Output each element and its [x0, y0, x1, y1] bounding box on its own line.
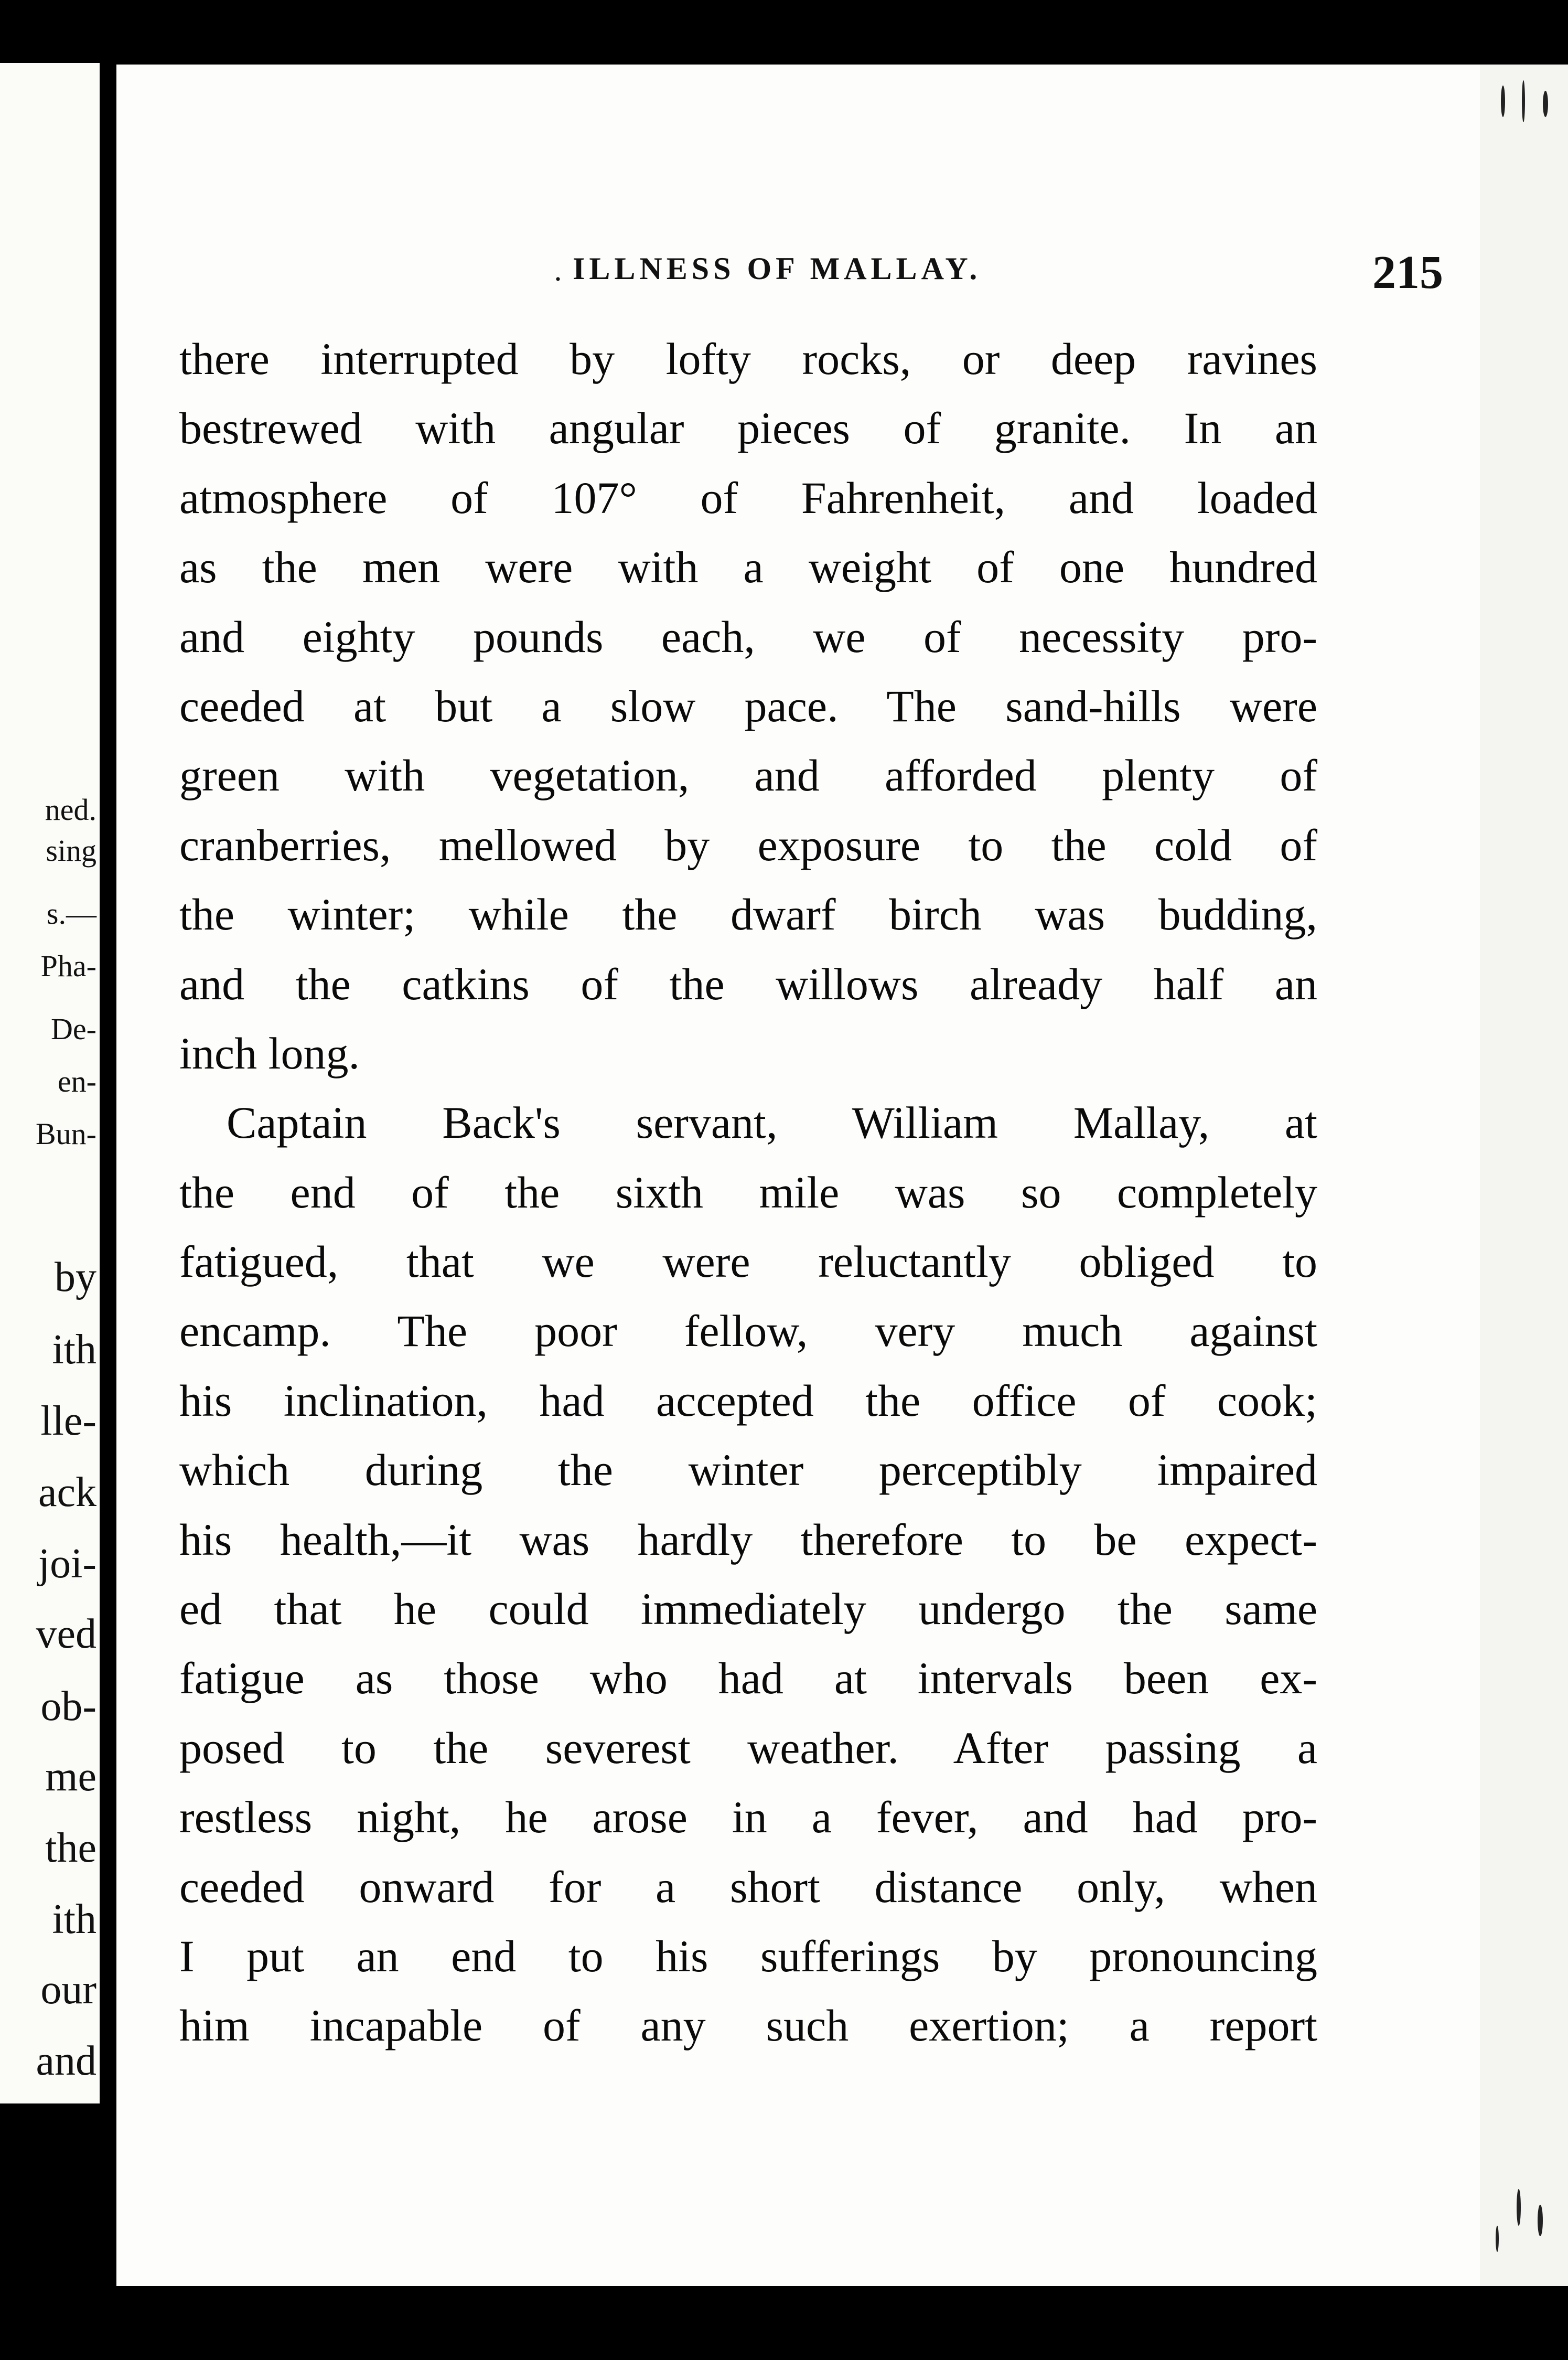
facing-page-fragment: the — [45, 1825, 96, 1871]
text-line: bestrewed with angular pieces of granite. In an — [179, 403, 1317, 454]
text-line: as the men were with a weight of one hundred — [179, 542, 1317, 593]
facing-page-fragment: me — [45, 1754, 96, 1800]
scan-speckle — [1543, 91, 1548, 117]
text-line: his health,—it was hardly therefore to be expect- — [179, 1514, 1317, 1565]
text-line: I put an end to his sufferings by pronouncing — [179, 1930, 1317, 1981]
text-line: Captain Back's servant, William Mallay, at — [227, 1097, 1317, 1148]
text-line: which during the winter perceptibly impaired — [179, 1445, 1317, 1496]
facing-page-fragment: Pha- — [40, 949, 96, 983]
page-edge-strip — [1480, 65, 1568, 2286]
text-line: the winter; while the dwarf birch was budding, — [179, 889, 1317, 940]
running-head-title: ILLNESS OF MALLAY. — [573, 251, 982, 286]
text-line: green with vegetation, and afforded plenty of — [179, 750, 1317, 801]
text-line: fatigue as those who had at intervals been ex- — [179, 1653, 1317, 1704]
running-head-dot: · — [553, 262, 563, 296]
text-line: fatigued, that we were reluctantly obliged to — [179, 1236, 1317, 1287]
scan-speckle — [1496, 2226, 1499, 2252]
facing-page-fragment: lle- — [40, 1398, 96, 1444]
facing-page-fragment: by — [55, 1254, 96, 1300]
text-line: ceeded at but a slow pace. The sand-hills were — [179, 680, 1317, 731]
scan-speckle — [1522, 80, 1525, 122]
facing-page-fragment: and — [36, 2038, 96, 2084]
text-line: there interrupted by lofty rocks, or deep ravines — [179, 334, 1317, 384]
text-line: atmosphere of 107° of Fahrenheit, and loaded — [179, 472, 1317, 523]
facing-page-fragment: ned. — [45, 793, 96, 827]
facing-page-fragment: our — [40, 1967, 96, 2013]
facing-page-fragment: Bun- — [36, 1117, 96, 1151]
text-line: ceeded onward for a short distance only, when — [179, 1861, 1317, 1912]
text-line: cranberries, mellowed by exposure to the cold of — [179, 819, 1317, 870]
facing-page-fragment: en- — [57, 1064, 96, 1098]
facing-page-fragment: s.— — [46, 896, 96, 931]
text-line: posed to the severest weather. After passing a — [179, 1722, 1317, 1773]
facing-page-fragment: joi- — [38, 1541, 96, 1587]
facing-page-fragment: ved — [36, 1611, 96, 1657]
facing-page-fragment: De- — [51, 1012, 96, 1046]
facing-page-fragment: ack — [38, 1469, 96, 1515]
text-line: encamp. The poor fellow, very much against — [179, 1306, 1317, 1357]
facing-page-fragment: ith — [52, 1896, 96, 1942]
text-line: and the catkins of the willows already half an — [179, 958, 1317, 1009]
page-number: 215 — [1372, 247, 1443, 298]
scan-speckle — [1517, 2189, 1521, 2226]
running-head — [431, 245, 1443, 303]
text-line: inch long. — [179, 1028, 360, 1078]
scan-speckle — [1501, 86, 1505, 117]
text-line: him incapable of any such exertion; a report — [179, 2000, 1317, 2051]
book-page — [116, 65, 1480, 2286]
facing-page-fragment: ith — [52, 1327, 96, 1373]
text-line: and eighty pounds each, we of necessity pro- — [179, 611, 1317, 662]
facing-page-fragment: sing — [46, 834, 96, 868]
text-line: ed that he could immediately undergo the same — [179, 1584, 1317, 1635]
facing-page-fragment: ob- — [40, 1683, 96, 1729]
text-line: the end of the sixth mile was so completely — [179, 1167, 1317, 1218]
body-text — [179, 324, 1317, 2060]
scan-speckle — [1538, 2205, 1543, 2236]
text-line: restless night, he arose in a fever, and had pro- — [179, 1792, 1317, 1843]
facing-page-edge — [0, 63, 100, 2103]
text-line: his inclination, had accepted the office of cook; — [179, 1375, 1317, 1426]
